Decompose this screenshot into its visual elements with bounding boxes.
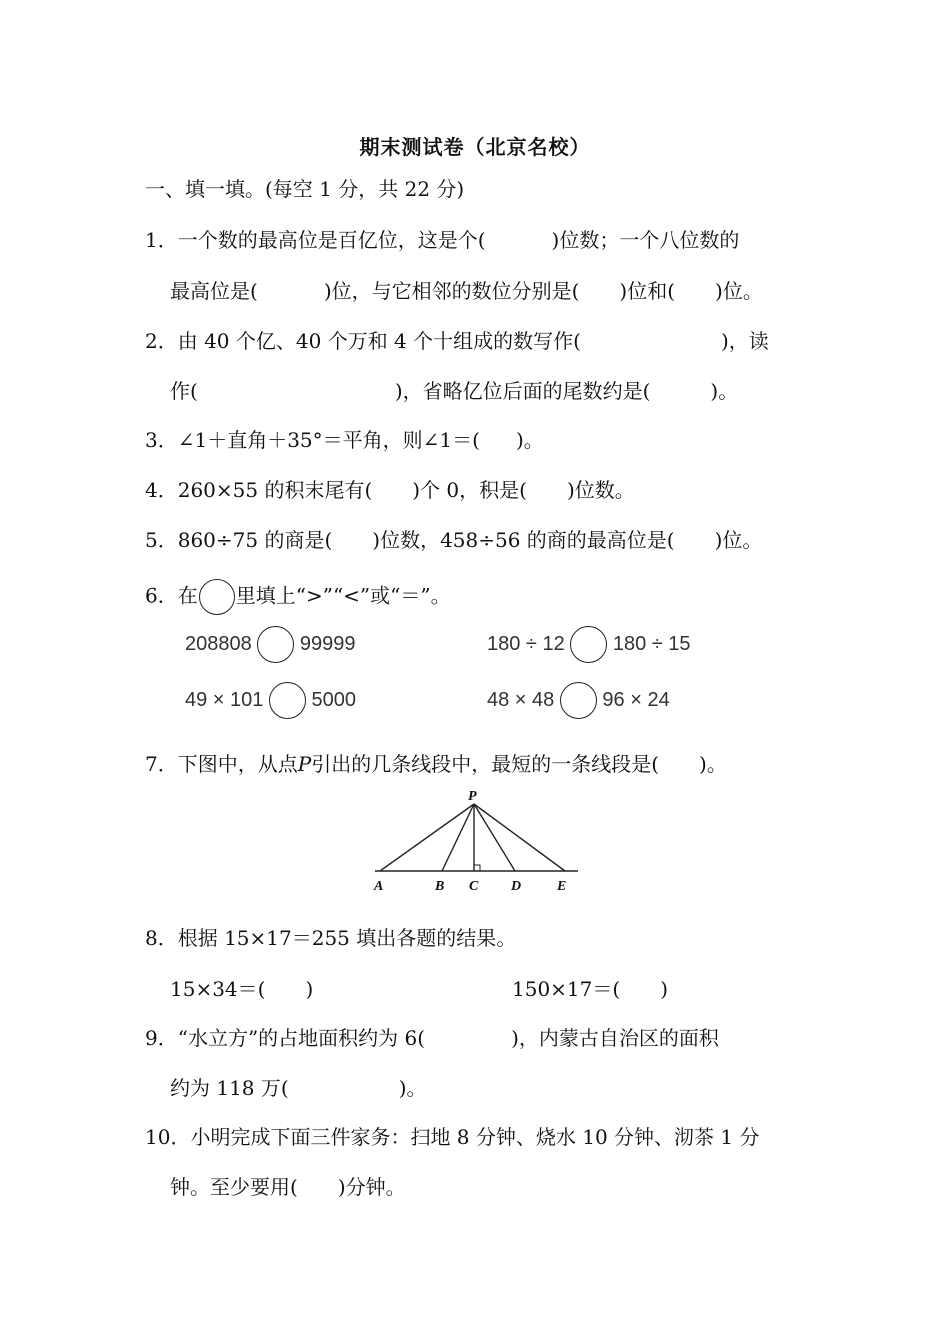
label-b: B	[435, 879, 445, 894]
label-d: D	[511, 879, 522, 894]
compare-circle[interactable]	[570, 626, 607, 663]
question-9-line-2: 约为 118 万( )。	[170, 1076, 427, 1100]
question-6: 6．在 里填上“>”“<”或“＝”。	[145, 579, 451, 615]
question-8: 8．根据 15×17＝255 填出各题的结果。	[145, 926, 517, 950]
compare-item-1: 208808 99999	[185, 626, 356, 663]
page-title: 期末测试卷（北京名校）	[359, 135, 591, 159]
compare-item-2: 180 ÷ 12 180 ÷ 15	[487, 626, 691, 663]
segment-pd	[474, 804, 515, 871]
line-segments-diagram	[360, 782, 590, 897]
circle-icon	[199, 579, 235, 615]
label-e: E	[557, 879, 567, 894]
label-a: A	[374, 879, 384, 894]
question-2-line-1: 2．由 40 个亿、40 个万和 4 个十组成的数写作( )，读	[145, 329, 769, 353]
question-4: 4．260×55 的积末尾有( )个 0，积是( )位数。	[145, 478, 635, 502]
question-1-line-2: 最高位是( )位，与它相邻的数位分别是( )位和( )位。	[170, 279, 763, 303]
compare-circle[interactable]	[269, 682, 306, 719]
compare-item-4: 48 × 48 96 × 24	[487, 682, 670, 719]
compare-circle[interactable]	[257, 626, 294, 663]
question-7: 7．下图中，从点P引出的几条线段中，最短的一条线段是( )。	[145, 752, 727, 776]
label-p: P	[468, 789, 477, 804]
question-8-right: 150×17＝( )	[512, 977, 668, 1001]
segment-pe	[474, 804, 565, 871]
question-3: 3．∠1＋直角＋35°＝平角，则∠1＝( )。	[145, 428, 544, 452]
right-angle-mark	[474, 865, 480, 871]
compare-item-3: 49 × 101 5000	[185, 682, 356, 719]
question-8-left: 15×34＝( )	[170, 977, 314, 1001]
question-10-line-2: 钟。至少要用( )分钟。	[170, 1175, 406, 1199]
label-c: C	[469, 879, 479, 894]
question-9-line-1: 9．“水立方”的占地面积约为 6( )，内蒙古自治区的面积	[145, 1026, 719, 1050]
compare-circle[interactable]	[560, 682, 597, 719]
segment-pa	[380, 804, 474, 871]
question-10-line-1: 10．小明完成下面三件家务：扫地 8 分钟、烧水 10 分钟、沏茶 1 分	[145, 1125, 760, 1149]
segment-pb	[442, 804, 474, 871]
question-5: 5．860÷75 的商是( )位数，458÷56 的商的最高位是( )位。	[145, 528, 763, 552]
question-2-line-2: 作( )，省略亿位后面的尾数约是( )。	[170, 379, 739, 403]
section-heading: 一、填一填。(每空 1 分，共 22 分)	[145, 177, 465, 201]
question-1-line-1: 1．一个数的最高位是百亿位，这是个( )位数；一个八位数的	[145, 228, 740, 252]
